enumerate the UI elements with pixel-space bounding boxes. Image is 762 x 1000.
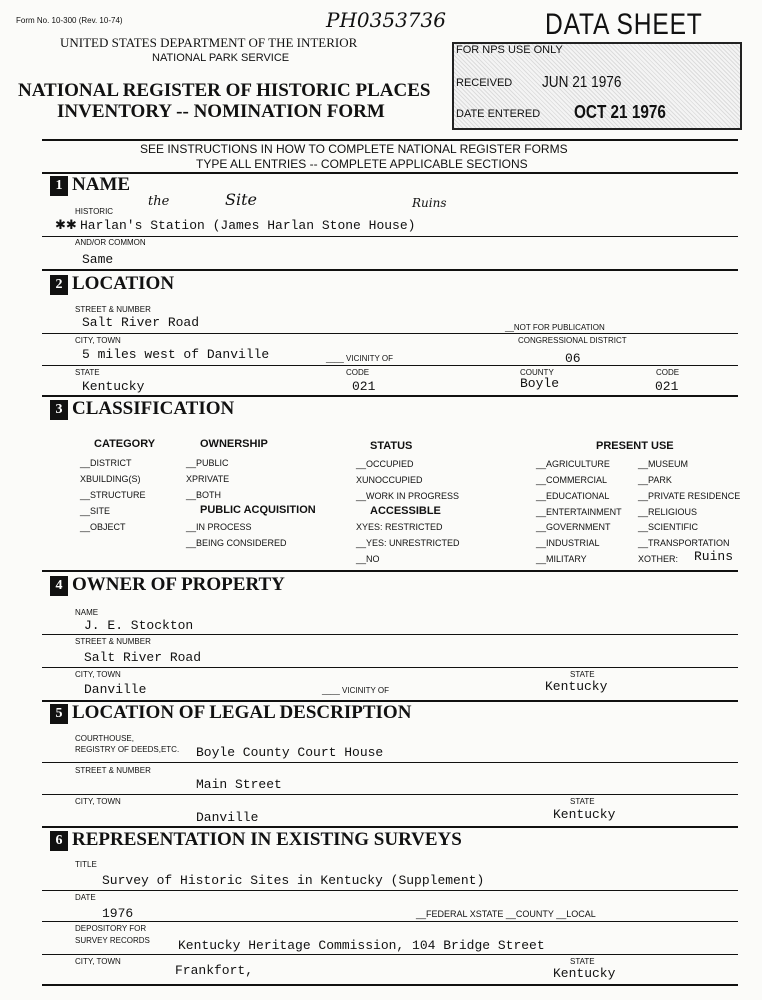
congressional-district-value: 06 (565, 351, 581, 366)
data-sheet-label: DATA SHEET (545, 8, 703, 41)
owner-city-value: Danville (84, 682, 147, 697)
state-value: Kentucky (82, 379, 145, 394)
legal-city-label: CITY, TOWN (75, 797, 121, 806)
nps-use-label: FOR NPS USE ONLY (456, 44, 563, 56)
owner-name-value: J. E. Stockton (84, 618, 194, 633)
registry-label: REGISTRY OF DEEDS,ETC. (75, 745, 180, 754)
depository-state-label: STATE (570, 957, 595, 966)
depository-label-line1: DEPOSITORY FOR (75, 924, 147, 933)
section-1-divider (42, 236, 738, 237)
status-heading: STATUS (370, 440, 413, 452)
county-label: COUNTY (520, 368, 554, 377)
ownership-public: __PUBLIC (186, 458, 229, 468)
city-town-value: 5 miles west of Danville (82, 347, 270, 362)
section-1-end-rule (42, 269, 738, 271)
legal-state-label: STATE (570, 797, 595, 806)
owner-street-label: STREET & NUMBER (75, 637, 151, 646)
section-4-divider-2 (42, 667, 738, 668)
depository-city-value: Frankfort, (175, 963, 254, 978)
category-district: __DISTRICT (80, 458, 132, 468)
form-title-line1: NATIONAL REGISTER OF HISTORIC PLACES (18, 80, 431, 101)
street-number-value: Salt River Road (82, 315, 200, 330)
depository-city-label: CITY, TOWN (75, 957, 121, 966)
handwritten-the: the (148, 194, 170, 209)
department-name: UNITED STATES DEPARTMENT OF THE INTERIOR (60, 35, 358, 50)
section-6-divider-3 (42, 954, 738, 955)
depository-label-line2: SURVEY RECORDS (75, 936, 150, 945)
historic-prefix-mark: ✱✱ (55, 217, 77, 232)
ownership-private: XPRIVATE (186, 474, 230, 484)
category-structure: __STRUCTURE (80, 490, 146, 500)
accessible-yes-unrestricted: __YES: UNRESTRICTED (356, 538, 460, 548)
county-code-value: 021 (655, 379, 679, 394)
registry-value: Boyle County Court House (196, 745, 384, 760)
city-town-label: CITY, TOWN (75, 336, 121, 345)
section-2-divider-1 (42, 333, 738, 334)
nps-use-box (452, 42, 742, 130)
header-rule-bottom (42, 172, 738, 174)
section-1-title: NAME (72, 174, 131, 195)
legal-city-value: Danville (196, 810, 259, 825)
congressional-district-label: CONGRESSIONAL DISTRICT (518, 336, 627, 345)
section-6-title: REPRESENTATION IN EXISTING SURVEYS (72, 829, 462, 850)
section-5-divider-1 (42, 762, 738, 763)
received-stamp: JUN 21 1976 (542, 74, 622, 91)
survey-levels: __FEDERAL XSTATE __COUNTY __LOCAL (416, 909, 596, 919)
use-scientific: __SCIENTIFIC (638, 522, 699, 532)
use-other: XOTHER: (638, 554, 679, 564)
use-educational: __EDUCATIONAL (536, 491, 610, 501)
use-religious: __RELIGIOUS (638, 507, 698, 517)
state-code-value: 021 (352, 379, 376, 394)
legal-street-label: STREET & NUMBER (75, 766, 151, 775)
section-1-number: 1 (50, 176, 68, 196)
owner-name-label: NAME (75, 608, 99, 617)
section-6-end-rule (42, 984, 738, 986)
section-5-end-rule (42, 826, 738, 828)
owner-state-value: Kentucky (545, 679, 608, 694)
owner-city-label: CITY, TOWN (75, 670, 121, 679)
section-4-divider-1 (42, 634, 738, 635)
common-name-label: AND/OR COMMON (75, 238, 146, 247)
use-government: __GOVERNMENT (536, 522, 611, 532)
section-5-divider-2 (42, 794, 738, 795)
historic-name-value: Harlan's Station (James Harlan Stone House) (80, 218, 416, 233)
owner-vicinity-label: ____ VICINITY OF (322, 686, 389, 695)
section-5-title: LOCATION OF LEGAL DESCRIPTION (72, 702, 412, 723)
date-entered-label: DATE ENTERED (456, 108, 541, 120)
section-3-number: 3 (50, 400, 68, 420)
county-value: Boyle (520, 376, 560, 391)
accessible-yes-restricted: XYES: RESTRICTED (356, 522, 443, 532)
section-6-number: 6 (50, 831, 68, 851)
county-code-label: CODE (656, 368, 680, 377)
handwritten-ruins: Ruins (412, 196, 447, 210)
form-number: Form No. 10-300 (Rev. 10-74) (16, 16, 123, 25)
historic-label: HISTORIC (75, 207, 114, 216)
legal-street-value: Main Street (196, 777, 282, 792)
street-number-label: STREET & NUMBER (75, 305, 151, 314)
handwritten-site: Site (225, 190, 257, 209)
handwritten-id: PH0353736 (326, 8, 446, 32)
section-2-title: LOCATION (72, 273, 175, 294)
acquisition-being-considered: __BEING CONSIDERED (186, 538, 287, 548)
section-5-number: 5 (50, 704, 68, 724)
survey-title-value: Survey of Historic Sites in Kentucky (Supplement) (102, 873, 485, 888)
vicinity-of-label: ____ VICINITY OF (326, 354, 393, 363)
use-military: __MILITARY (536, 554, 587, 564)
survey-date-value: 1976 (102, 906, 134, 921)
use-private-residence: __PRIVATE RESIDENCE (638, 491, 741, 501)
depository-value: Kentucky Heritage Commission, 104 Bridge Street (178, 938, 545, 953)
instructions-line2: TYPE ALL ENTRIES -- COMPLETE APPLICABLE SECTIONS (196, 157, 528, 171)
depository-state-value: Kentucky (553, 966, 616, 981)
use-agriculture: __AGRICULTURE (536, 459, 610, 469)
category-buildings: XBUILDING(S) (80, 474, 141, 484)
received-label: RECEIVED (456, 77, 513, 89)
use-other-value: Ruins (694, 549, 734, 564)
accessible-no: __NO (356, 554, 380, 564)
accessible-heading: ACCESSIBLE (370, 505, 441, 517)
category-object: __OBJECT (80, 522, 126, 532)
status-occupied: __OCCUPIED (356, 459, 414, 469)
ownership-heading: OWNERSHIP (200, 438, 268, 450)
ownership-both: __BOTH (186, 490, 222, 500)
use-commercial: __COMMERCIAL (536, 475, 608, 485)
state-code-label: CODE (346, 368, 370, 377)
section-6-divider-1 (42, 890, 738, 891)
form-title-line2: INVENTORY -- NOMINATION FORM (57, 101, 385, 122)
public-acquisition-heading: PUBLIC ACQUISITION (200, 504, 316, 516)
section-2-end-rule (42, 395, 738, 397)
section-4-number: 4 (50, 576, 68, 596)
status-work-in-progress: __WORK IN PROGRESS (356, 491, 460, 501)
section-2-number: 2 (50, 275, 68, 295)
header-rule (42, 139, 738, 141)
state-label: STATE (75, 368, 100, 377)
survey-date-label: DATE (75, 893, 96, 902)
acquisition-in-process: __IN PROCESS (186, 522, 252, 532)
courthouse-label: COURTHOUSE, (75, 734, 134, 743)
legal-state-value: Kentucky (553, 807, 616, 822)
section-3-end-rule (42, 570, 738, 572)
instructions-line1: SEE INSTRUCTIONS IN HOW TO COMPLETE NATIONAL REGISTER FORMS (140, 142, 568, 156)
owner-state-label: STATE (570, 670, 595, 679)
owner-street-value: Salt River Road (84, 650, 202, 665)
section-6-divider-2 (42, 921, 738, 922)
status-unoccupied: XUNOCCUPIED (356, 475, 423, 485)
section-4-title: OWNER OF PROPERTY (72, 574, 285, 595)
category-heading: CATEGORY (94, 438, 156, 450)
use-park: __PARK (638, 475, 672, 485)
use-museum: __MUSEUM (638, 459, 689, 469)
category-site: __SITE (80, 506, 111, 516)
present-use-heading: PRESENT USE (596, 440, 674, 452)
not-for-publication-label: __NOT FOR PUBLICATION (505, 323, 605, 332)
date-entered-stamp: OCT 21 1976 (574, 102, 666, 122)
service-name: NATIONAL PARK SERVICE (152, 52, 290, 64)
common-name-value: Same (82, 252, 114, 267)
use-transportation: __TRANSPORTATION (638, 538, 730, 548)
survey-title-label: TITLE (75, 860, 97, 869)
section-3-title: CLASSIFICATION (72, 398, 235, 419)
section-2-divider-2 (42, 365, 738, 366)
use-industrial: __INDUSTRIAL (536, 538, 600, 548)
use-entertainment: __ENTERTAINMENT (536, 507, 622, 517)
